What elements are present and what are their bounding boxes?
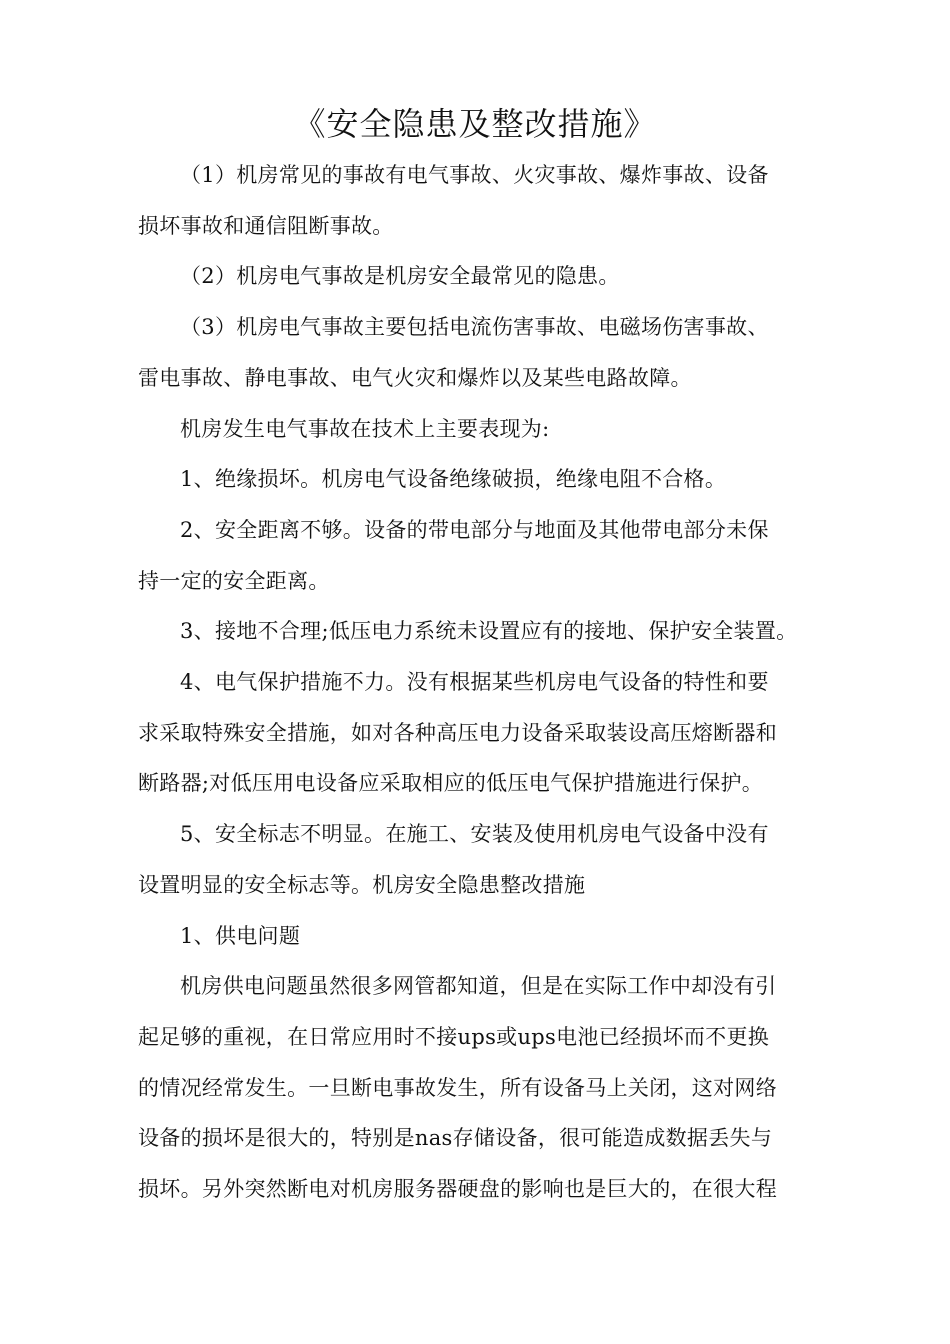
paragraph-line: 断路器;对低压用电设备应采取相应的低压电气保护措施进行保护。 bbox=[138, 771, 764, 796]
paragraph-line: 2、安全距离不够。设备的带电部分与地面及其他带电部分未保 bbox=[180, 517, 769, 542]
paragraph-line: 设备的损坏是很大的，特别是nas存储设备，很可能造成数据丢失与 bbox=[138, 1126, 773, 1151]
paragraph-line: 损坏。另外突然断电对机房服务器硬盘的影响也是巨大的，在很大程 bbox=[138, 1177, 777, 1202]
paragraph-line: （2）机房电气事故是机房安全最常见的隐患。 bbox=[180, 264, 620, 289]
paragraph-2 bbox=[138, 251, 822, 302]
paragraph-line: （1）机房常见的事故有电气事故、火灾事故、爆炸事故、设备 bbox=[180, 163, 769, 187]
paragraph-line: 求采取特殊安全措施，如对各种高压电力设备采取装设高压熔断器和 bbox=[138, 720, 777, 745]
paragraph-line: 机房供电问题虽然很多网管都知道，但是在实际工作中却没有引 bbox=[180, 974, 777, 999]
paragraph-line: 1、绝缘损坏。机房电气设备绝缘破损，绝缘电阻不合格。 bbox=[180, 467, 727, 492]
paragraph-3 bbox=[138, 302, 822, 403]
paragraph-line: 持一定的安全距离。 bbox=[138, 568, 330, 593]
paragraph-line: （3）机房电气事故主要包括电流伤害事故、电磁场伤害事故、 bbox=[180, 315, 769, 340]
paragraph-line: 起足够的重视，在日常应用时不接ups或ups电池已经损坏而不更换 bbox=[138, 1024, 770, 1049]
paragraph-line: 3、接地不合理;低压电力系统未设置应有的接地、保护安全装置。 bbox=[180, 619, 798, 644]
paragraph-10 bbox=[138, 911, 822, 962]
document-title: 《安全隐患及整改措施》 bbox=[293, 105, 657, 143]
paragraph-9 bbox=[138, 809, 822, 910]
document-body bbox=[138, 150, 822, 1215]
paragraph-line: 的情况经常发生。一旦断电事故发生，所有设备马上关闭，这对网络 bbox=[138, 1075, 777, 1100]
paragraph-line: 4、电气保护措施不力。没有根据某些机房电气设备的特性和要 bbox=[180, 670, 769, 695]
paragraph-4 bbox=[138, 404, 822, 455]
paragraph-5 bbox=[138, 454, 822, 505]
paragraph-line: 5、安全标志不明显。在施工、安装及使用机房电气设备中没有 bbox=[180, 822, 769, 847]
paragraph-7 bbox=[138, 606, 822, 657]
paragraph-1 bbox=[138, 150, 822, 251]
paragraph-line: 损坏事故和通信阻断事故。 bbox=[138, 213, 394, 238]
paragraph-line: 1、供电问题 bbox=[180, 923, 301, 948]
paragraph-line: 设置明显的安全标志等。机房安全隐患整改措施 bbox=[138, 872, 586, 897]
paragraph-6 bbox=[138, 505, 822, 606]
paragraph-line: 雷电事故、静电事故、电气火灾和爆炸以及某些电路故障。 bbox=[138, 365, 692, 390]
paragraph-11 bbox=[138, 961, 822, 1215]
paragraph-8 bbox=[138, 657, 822, 809]
paragraph-line: 机房发生电气事故在技术上主要表现为: bbox=[180, 416, 550, 441]
